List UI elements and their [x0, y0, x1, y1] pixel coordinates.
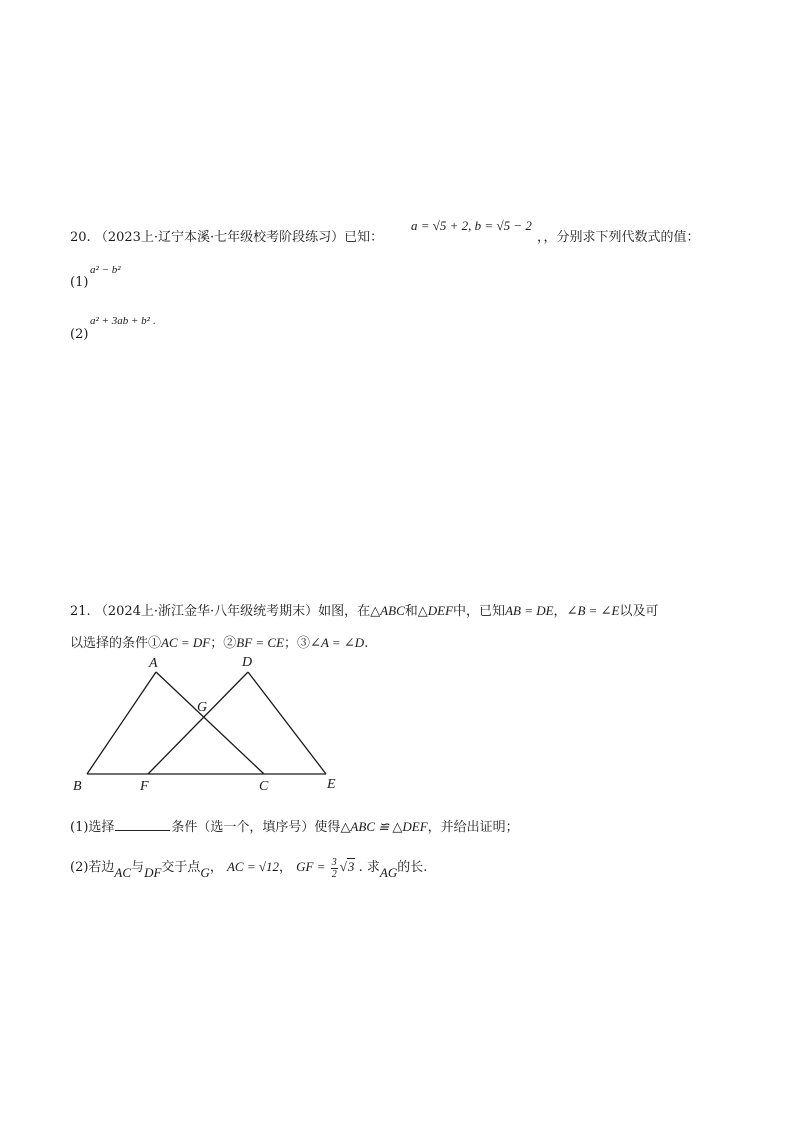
part-text: ，并给出证明； — [427, 820, 519, 835]
conjunction: 和 — [404, 604, 418, 619]
segment-ag-label: AG — [379, 865, 398, 880]
label-a: A — [149, 656, 158, 671]
separator: ；② — [210, 636, 237, 651]
segment-ab — [87, 672, 156, 774]
segment-ac-label: AC — [114, 865, 132, 880]
part-text: 的长. — [397, 860, 428, 875]
period: . — [364, 636, 369, 651]
answer-blank[interactable] — [115, 820, 170, 831]
segment-de — [248, 672, 326, 774]
label-f: F — [140, 779, 149, 794]
segment-ac — [156, 672, 264, 774]
part-text: 与 — [131, 860, 145, 875]
point-g-label: G — [200, 865, 210, 880]
condition-1: AC = DF — [161, 635, 211, 650]
part-label: (2) — [70, 327, 89, 342]
punctuation: ， — [553, 604, 567, 619]
radicand: 3 — [347, 859, 355, 874]
triangle-def: △DEF — [417, 603, 454, 618]
ac-value: AC = √12 — [226, 859, 279, 874]
fraction — [331, 857, 338, 880]
part-label: (1) — [70, 275, 89, 290]
label-e: E — [327, 777, 336, 792]
part-text: (1)选择 — [70, 820, 115, 835]
question-number: 20. — [70, 230, 91, 245]
question-20-prompt — [537, 226, 700, 245]
label-b: B — [73, 779, 82, 794]
fraction-denominator: 2 — [331, 868, 337, 880]
part-text: 交于点 — [161, 860, 201, 875]
punctuation: ， — [209, 860, 223, 875]
segment-df-label: DF — [144, 865, 162, 880]
q20-part2 — [70, 327, 88, 342]
text-segment: 中，已知 — [453, 604, 506, 619]
condition-ab-de: AB = DE — [505, 603, 554, 618]
math-expression: a² + 3ab + b² — [90, 315, 150, 327]
fraction-numerator: 3 — [331, 856, 337, 868]
segment-fd — [148, 672, 248, 774]
period: . — [152, 315, 156, 327]
text-segment: 以及可 — [619, 604, 659, 619]
math-expression: a² − b² — [90, 264, 121, 276]
label-d: D — [242, 655, 253, 670]
geometry-figure — [60, 650, 360, 800]
q21-part2 — [70, 856, 427, 880]
given-expression: a = √5 + 2, b = √5 − 2 — [411, 218, 532, 233]
label-c: C — [259, 779, 269, 794]
punctuation: ， — [279, 860, 293, 875]
question-20-line1 — [70, 226, 383, 245]
question-number: 21. — [70, 604, 91, 619]
q20-part1-expression — [90, 264, 121, 276]
triangle-abc: △ABC — [370, 603, 405, 618]
gf-value: GF = $\frac{3}{2}$ √3 — [296, 856, 355, 880]
question-21-line1 — [70, 600, 659, 619]
part-text: 条件（选一个，填序号）使得 — [171, 820, 341, 835]
question-source: （2023上·辽宁本溪·七年级校考阶段练习）已知： — [94, 230, 384, 245]
label-g: G — [197, 700, 208, 715]
text-segment: 以选择的条件① — [70, 636, 162, 651]
condition-angle-b-e: ∠B = ∠E — [566, 603, 620, 618]
question-source: （2024上·浙江金华·八年级统考期末）如图，在 — [94, 604, 371, 619]
condition-3: ∠A = ∠D — [310, 635, 365, 650]
question-prompt-text: ，，分别求下列代数式的值： — [537, 230, 700, 245]
separator: ；③ — [284, 636, 311, 651]
congruence-statement: △ABC ≌ △DEF — [340, 819, 428, 834]
q21-part1 — [70, 816, 519, 835]
part-text: (2)若边 — [70, 860, 115, 875]
given-values — [411, 218, 532, 234]
condition-2: BF = CE — [236, 635, 285, 650]
q20-part2-expression — [90, 315, 155, 327]
part-text: . 求 — [358, 860, 380, 875]
gf-left: GF = — [296, 859, 326, 874]
question-21-line2 — [70, 632, 368, 651]
q20-part1 — [70, 275, 88, 290]
